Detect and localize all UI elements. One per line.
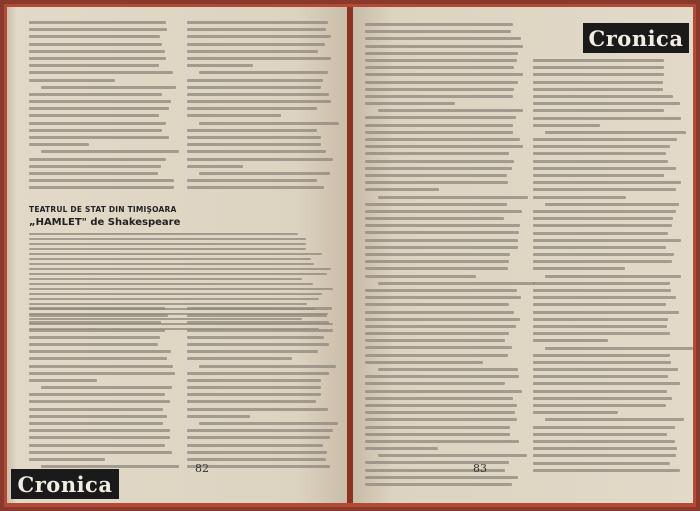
text-line <box>365 296 521 299</box>
text-line <box>365 289 517 292</box>
left-bottom-column-1 <box>29 307 175 468</box>
text-line <box>365 124 513 127</box>
text-line <box>365 426 510 429</box>
text-line <box>533 325 667 328</box>
text-line <box>365 138 520 141</box>
text-line <box>187 150 326 153</box>
text-line <box>533 253 674 256</box>
text-line <box>365 418 517 421</box>
text-line <box>29 71 173 74</box>
text-line <box>365 37 521 40</box>
text-line <box>533 181 681 184</box>
left-top-column-1 <box>29 21 175 189</box>
left-page <box>7 7 347 503</box>
text-line <box>187 379 321 382</box>
text-line <box>187 372 329 375</box>
text-line <box>533 196 626 199</box>
text-line <box>187 458 326 461</box>
text-line <box>365 167 512 170</box>
magazine-spread <box>4 4 696 507</box>
text-line <box>29 436 170 439</box>
text-line <box>187 50 318 53</box>
text-line <box>187 28 326 31</box>
right-column-2 <box>533 59 681 472</box>
text-line <box>29 343 158 346</box>
text-line <box>533 232 668 235</box>
text-line <box>533 260 672 263</box>
text-line <box>545 418 684 421</box>
text-line <box>545 131 687 134</box>
text-line <box>187 114 281 117</box>
page-number: 82 <box>195 462 209 475</box>
text-line <box>533 282 670 285</box>
text-line <box>533 239 681 242</box>
text-line <box>29 444 165 447</box>
section-tab-cronica: Cronica <box>11 469 119 499</box>
text-line <box>187 79 323 82</box>
text-line <box>29 50 165 53</box>
text-line <box>533 454 676 457</box>
text-line <box>41 465 179 468</box>
text-line <box>533 95 673 98</box>
text-line <box>29 408 163 411</box>
text-line <box>533 145 670 148</box>
text-line <box>365 145 523 148</box>
text-line <box>533 311 679 314</box>
text-line <box>187 143 321 146</box>
text-line <box>365 311 514 314</box>
text-line <box>29 393 165 396</box>
text-line <box>29 293 322 295</box>
text-line <box>187 451 327 454</box>
text-line <box>533 109 664 112</box>
page-edge-shadow <box>7 7 17 503</box>
text-line <box>29 64 159 67</box>
text-line <box>187 64 253 67</box>
text-line <box>187 57 331 60</box>
text-line <box>29 186 174 189</box>
text-line <box>29 336 160 339</box>
text-line <box>187 343 329 346</box>
text-line <box>533 246 666 249</box>
left-top-column-2 <box>187 21 333 189</box>
text-line <box>533 303 666 306</box>
play-title: „HAMLET" de Shakespeare <box>29 217 181 228</box>
text-line <box>365 231 519 234</box>
text-line <box>378 368 518 371</box>
text-line <box>29 273 327 275</box>
text-line <box>533 354 670 357</box>
text-line <box>29 136 169 139</box>
page-number: 83 <box>473 462 487 475</box>
text-line <box>533 404 666 407</box>
text-line <box>533 433 667 436</box>
text-line <box>187 408 328 411</box>
text-line <box>29 283 313 285</box>
text-line <box>199 172 330 175</box>
text-line <box>29 298 319 300</box>
text-line <box>365 174 507 177</box>
text-line <box>365 318 520 321</box>
text-line <box>533 224 672 227</box>
text-line <box>365 217 504 220</box>
text-line <box>29 35 160 38</box>
text-line <box>29 114 159 117</box>
text-line <box>29 172 158 175</box>
text-line <box>365 411 515 414</box>
text-line <box>365 404 517 407</box>
text-line <box>187 386 321 389</box>
text-line <box>545 347 693 350</box>
text-line <box>29 400 170 403</box>
text-line <box>199 122 340 125</box>
text-line <box>29 122 166 125</box>
text-line <box>533 59 664 62</box>
text-line <box>187 444 323 447</box>
text-line <box>29 288 333 290</box>
text-line <box>365 224 520 227</box>
text-line <box>29 314 168 317</box>
text-line <box>187 21 328 24</box>
text-line <box>533 411 618 414</box>
text-line <box>187 357 292 360</box>
text-line <box>533 167 676 170</box>
text-line <box>365 303 509 306</box>
text-line <box>533 440 675 443</box>
text-line <box>378 454 527 457</box>
text-line <box>29 329 165 332</box>
text-line <box>533 397 672 400</box>
text-line <box>365 30 511 33</box>
text-line <box>533 81 663 84</box>
text-line <box>365 239 518 242</box>
left-bottom-column-2 <box>187 307 333 468</box>
text-line <box>365 382 505 385</box>
text-line <box>29 415 167 418</box>
text-line <box>545 275 681 278</box>
text-line <box>187 86 321 89</box>
text-line <box>533 102 680 105</box>
text-line <box>365 354 508 357</box>
text-line <box>365 260 509 263</box>
text-line <box>365 81 518 84</box>
text-line <box>365 131 513 134</box>
text-line <box>29 321 161 324</box>
text-line <box>533 296 676 299</box>
text-line <box>365 203 507 206</box>
text-line <box>29 422 163 425</box>
text-line <box>29 263 314 265</box>
text-line <box>187 336 324 339</box>
text-line <box>29 372 175 375</box>
text-line <box>29 165 161 168</box>
text-line <box>533 390 667 393</box>
text-line <box>533 88 663 91</box>
text-line <box>187 321 329 324</box>
text-line <box>533 462 670 465</box>
text-line <box>29 158 166 161</box>
text-line <box>29 100 171 103</box>
text-line <box>365 375 519 378</box>
text-line <box>29 79 115 82</box>
text-line <box>187 35 331 38</box>
text-line <box>533 160 668 163</box>
text-line <box>199 422 338 425</box>
text-line <box>29 28 167 31</box>
text-line <box>365 325 516 328</box>
text-line <box>29 458 105 461</box>
text-line <box>365 461 509 464</box>
text-line <box>187 165 243 168</box>
text-line <box>365 52 518 55</box>
text-line <box>533 210 676 213</box>
text-line <box>29 303 307 305</box>
text-line <box>29 93 162 96</box>
text-line <box>533 117 681 120</box>
text-line <box>365 160 514 163</box>
text-line <box>365 66 514 69</box>
text-line <box>187 93 329 96</box>
text-line <box>187 400 316 403</box>
text-line <box>365 476 518 479</box>
text-line <box>187 329 333 332</box>
text-line <box>365 73 523 76</box>
text-line <box>365 152 509 155</box>
text-line <box>533 217 673 220</box>
text-line <box>187 186 324 189</box>
text-line <box>187 393 321 396</box>
text-line <box>187 314 327 317</box>
theatre-heading: TEATRUL DE STAT DIN TIMIŞOARA <box>29 205 177 214</box>
text-line <box>365 361 483 364</box>
text-line <box>29 143 89 146</box>
text-line <box>187 100 331 103</box>
right-column-1 <box>365 23 523 486</box>
text-line <box>29 307 165 310</box>
text-line <box>187 350 318 353</box>
text-line <box>199 71 328 74</box>
text-line <box>29 129 162 132</box>
text-line <box>378 282 535 285</box>
text-line <box>41 150 179 153</box>
text-line <box>29 379 97 382</box>
text-line <box>533 318 668 321</box>
text-line <box>533 339 608 342</box>
text-line <box>365 332 509 335</box>
text-line <box>29 21 166 24</box>
text-line <box>365 433 510 436</box>
text-line <box>365 483 512 486</box>
text-line <box>187 136 321 139</box>
text-line <box>533 138 677 141</box>
text-line <box>533 332 670 335</box>
text-line <box>365 210 522 213</box>
text-line <box>545 203 679 206</box>
text-line <box>29 429 170 432</box>
text-line <box>29 350 171 353</box>
text-line <box>365 346 512 349</box>
text-line <box>29 357 167 360</box>
text-line <box>187 415 250 418</box>
text-line <box>365 23 513 26</box>
right-page <box>353 7 693 503</box>
text-line <box>187 307 332 310</box>
text-line <box>187 429 333 432</box>
text-line <box>533 375 668 378</box>
text-line <box>365 253 510 256</box>
text-line <box>29 268 331 270</box>
text-line <box>29 451 172 454</box>
text-line <box>533 188 676 191</box>
text-line <box>365 390 522 393</box>
text-line <box>365 267 508 270</box>
text-line <box>365 116 516 119</box>
text-line <box>533 124 600 127</box>
text-line <box>365 59 517 62</box>
text-line <box>41 386 172 389</box>
text-line <box>199 365 336 368</box>
text-line <box>29 233 298 235</box>
text-line <box>29 278 302 280</box>
text-line <box>29 258 311 260</box>
text-line <box>365 88 514 91</box>
text-line <box>187 129 317 132</box>
text-line <box>533 66 664 69</box>
text-line <box>29 248 306 250</box>
text-line <box>365 45 523 48</box>
text-line <box>365 339 505 342</box>
text-line <box>533 73 664 76</box>
text-line <box>29 57 166 60</box>
text-line <box>365 447 438 450</box>
text-line <box>365 188 439 191</box>
text-line <box>378 196 529 199</box>
text-line <box>533 267 625 270</box>
text-line <box>533 382 680 385</box>
text-line <box>365 397 513 400</box>
text-line <box>533 368 678 371</box>
text-line <box>29 238 306 240</box>
text-line <box>187 107 317 110</box>
text-line <box>29 107 169 110</box>
text-line <box>29 365 173 368</box>
text-line <box>365 95 513 98</box>
text-line <box>187 158 333 161</box>
text-line <box>29 253 322 255</box>
text-line <box>365 246 518 249</box>
text-line <box>187 436 330 439</box>
text-line <box>29 43 162 46</box>
text-line <box>533 289 671 292</box>
text-line <box>533 426 675 429</box>
section-tab-cronica: Cronica <box>583 23 689 53</box>
text-line <box>187 179 317 182</box>
text-line <box>41 86 177 89</box>
text-line <box>29 179 174 182</box>
text-line <box>29 243 306 245</box>
text-line <box>533 469 680 472</box>
text-line <box>365 181 508 184</box>
text-line <box>533 361 671 364</box>
text-line <box>533 152 666 155</box>
text-line <box>365 102 455 105</box>
text-line <box>533 174 664 177</box>
text-line <box>365 440 519 443</box>
text-line <box>187 43 325 46</box>
text-line <box>378 109 524 112</box>
text-line <box>533 447 677 450</box>
text-line <box>365 275 476 278</box>
